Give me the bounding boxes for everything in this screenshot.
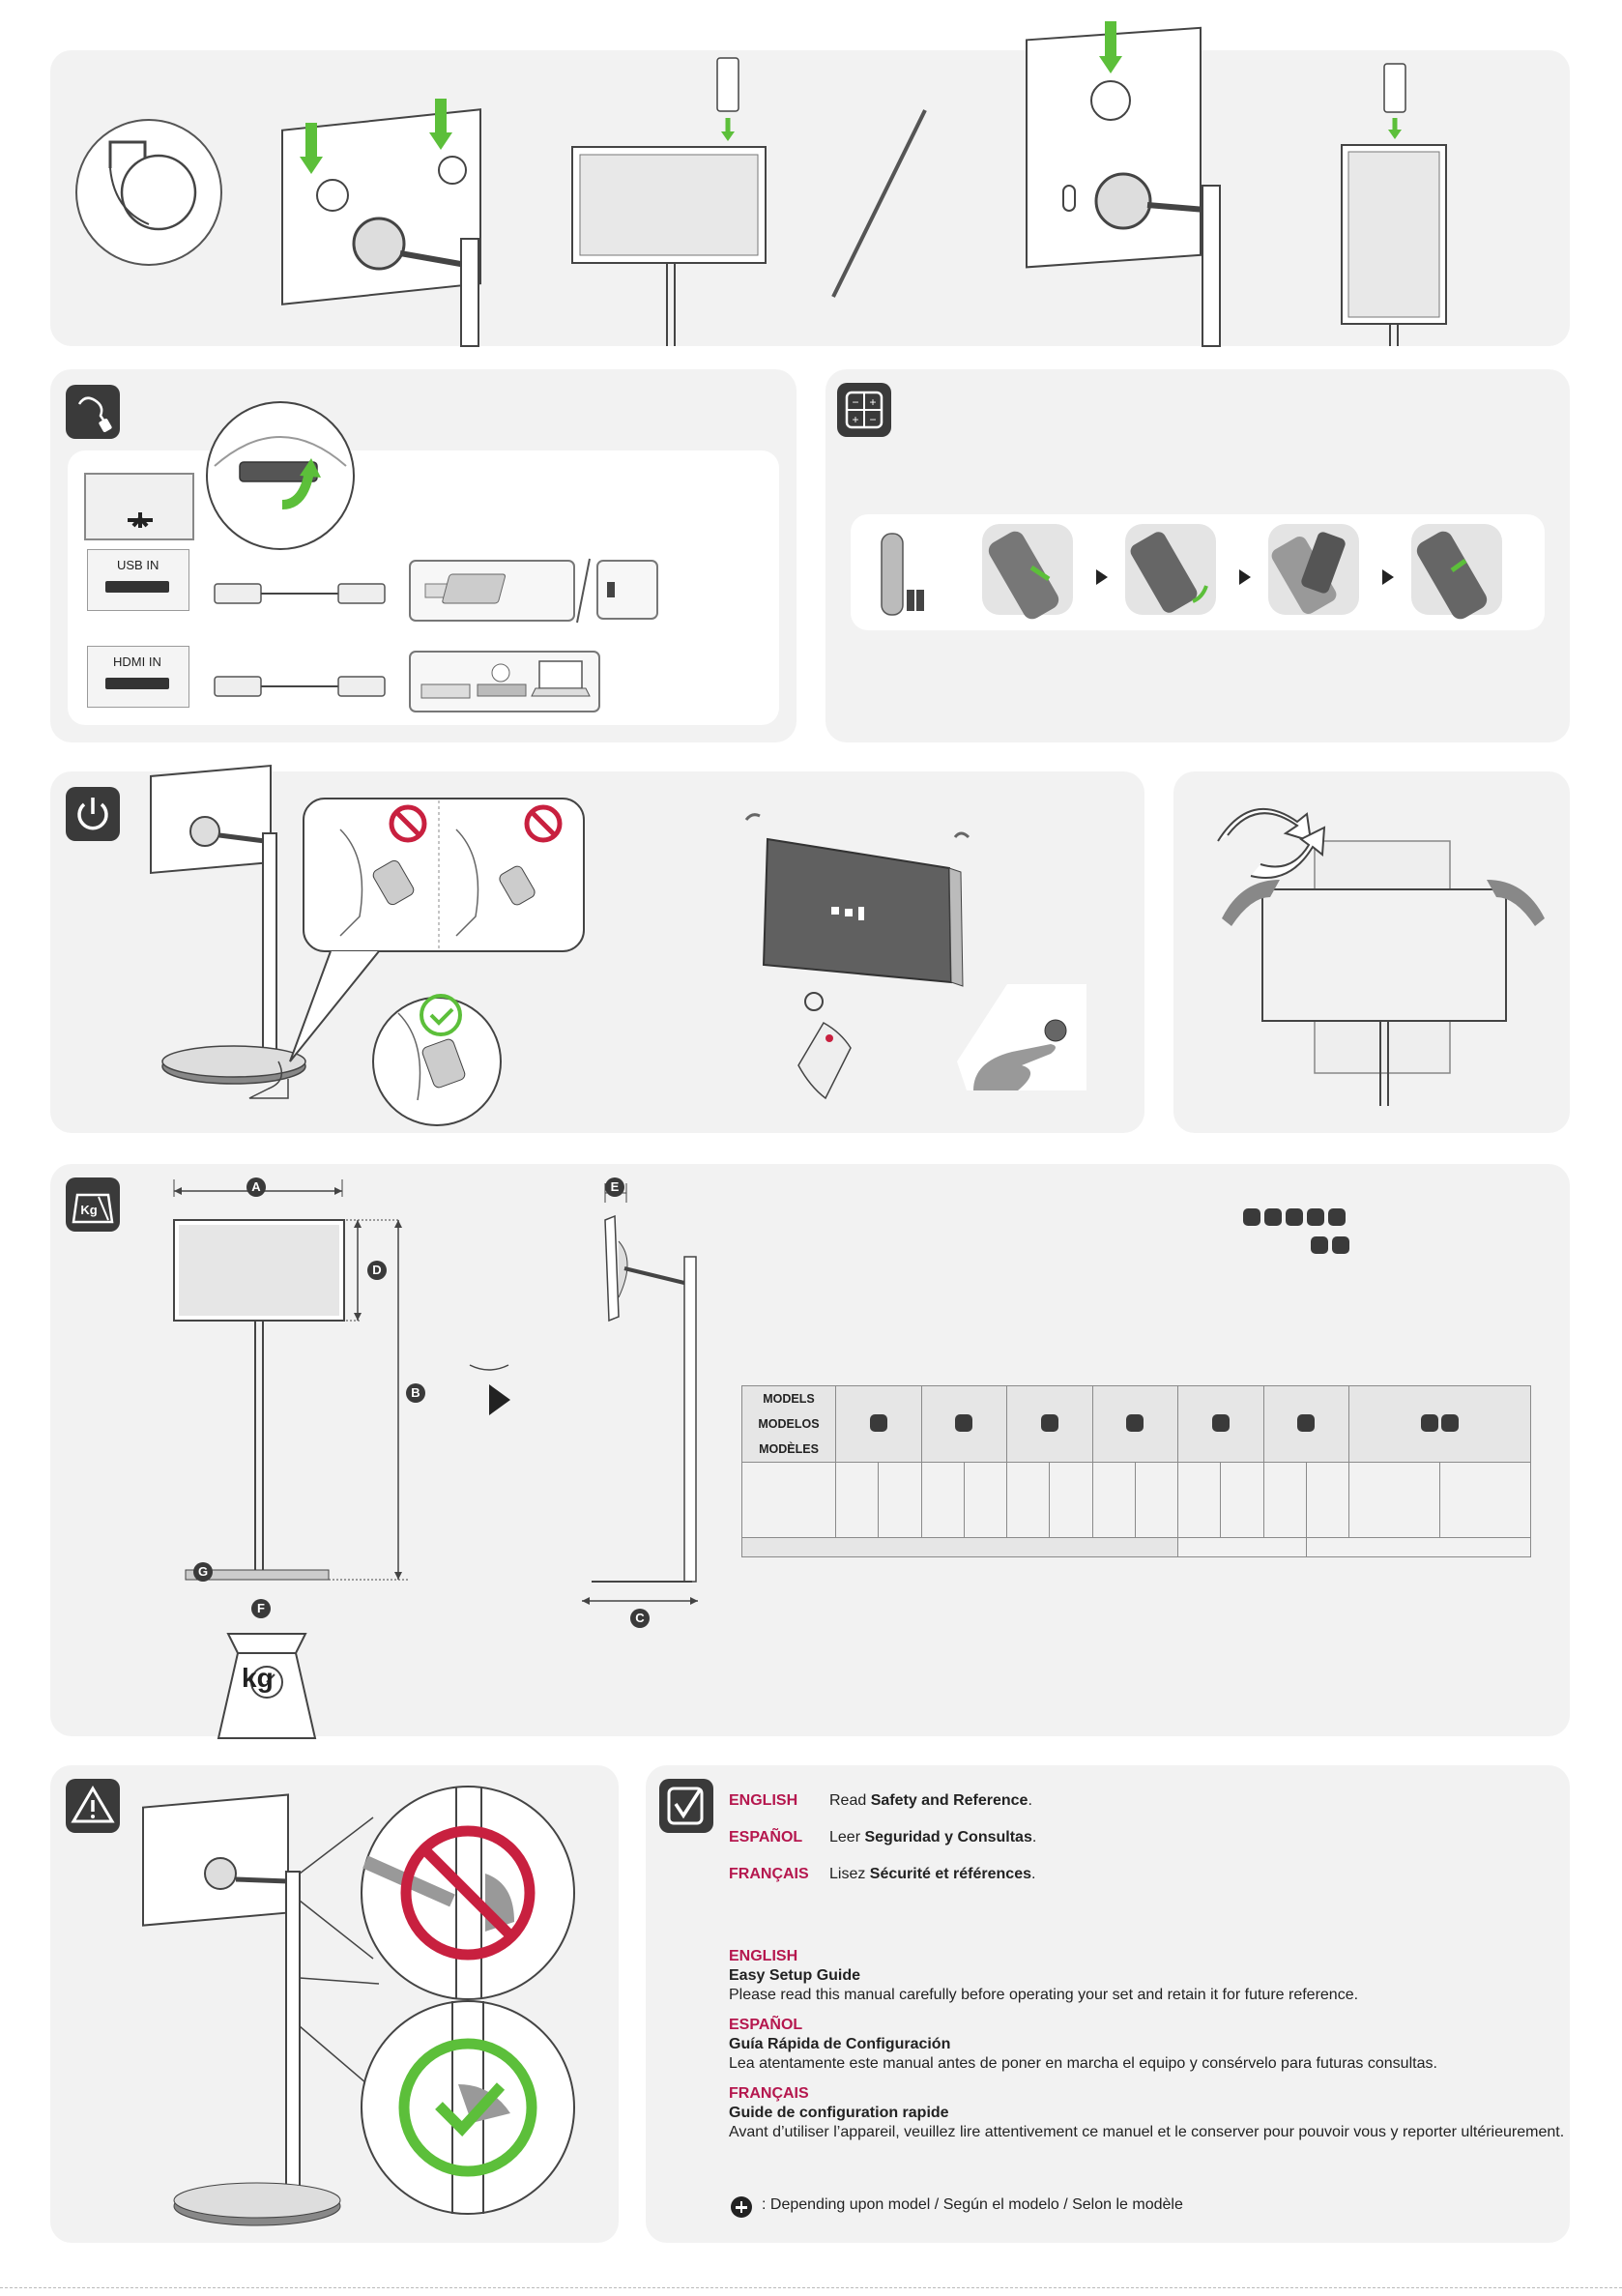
hdmi-in-port <box>87 646 189 708</box>
guide-es: ESPAÑOL Guía Rápida de Configuración Lea atentamente este manual antes de poner en marcha el equipo y consérvelo para futuras consultas. <box>729 2017 1437 2072</box>
usb-in-port <box>87 549 189 611</box>
connections-panel <box>50 369 797 742</box>
dimension-c: C <box>630 1609 650 1628</box>
svg-text:+: + <box>869 395 877 409</box>
dimension-b: B <box>406 1383 425 1403</box>
dimension-g: G <box>193 1562 213 1582</box>
guide-en: ENGLISH Easy Setup Guide Please read this manual carefully before operating your set and retain it for future reference. <box>729 1948 1359 2003</box>
read-safety-es: ESPAÑOL Leer Seguridad y Consultas. <box>729 1829 1037 1846</box>
dimension-d: D <box>367 1261 387 1280</box>
camera-attach-illustration <box>50 50 1570 346</box>
footnote: : Depending upon model / Según el modelo / Selon le modèle <box>762 2196 1183 2213</box>
warning-panel <box>50 1765 619 2243</box>
checklist-icon <box>659 1779 713 1833</box>
guide-fr: FRANÇAIS Guide de configuration rapide Avant d’utiliser l’appareil, veuillez lire attentivement ce manuel et le conserver pour pouvoir vous y reporter ultérieurement. <box>729 2085 1565 2140</box>
usb-in-label: USB IN <box>117 558 159 572</box>
read-safety-en: ENGLISH Read Safety and Reference. <box>729 1792 1032 1809</box>
model-code-blocks <box>1243 1208 1359 1259</box>
battery-panel <box>825 369 1570 742</box>
models-table <box>741 1385 1531 1557</box>
info-panel <box>646 1765 1570 2243</box>
warning-illustration <box>50 1765 619 2243</box>
dimension-e: E <box>605 1177 624 1197</box>
models-header: MODELS MODELOS MODÈLES <box>742 1386 836 1463</box>
read-safety-fr: FRANÇAIS Lisez Sécurité et références. <box>729 1866 1036 1882</box>
battery-illustration <box>825 369 1570 742</box>
camera-attach-panel <box>50 50 1570 346</box>
power-illustration <box>50 771 1144 1133</box>
hdmi-in-label: HDMI IN <box>113 654 161 669</box>
scale-unit: kg <box>242 1663 274 1693</box>
bottom-border <box>0 2287 1622 2288</box>
rotation-panel <box>1173 771 1570 1133</box>
dimension-a: A <box>246 1177 266 1197</box>
svg-text:−: − <box>852 395 859 409</box>
rotation-illustration <box>1173 771 1570 1133</box>
plus-circle-icon <box>731 2196 752 2218</box>
svg-text:Kg: Kg <box>80 1203 98 1217</box>
svg-text:−: − <box>869 413 877 426</box>
svg-text:+: + <box>852 413 859 426</box>
dimension-f: F <box>251 1599 271 1618</box>
power-panel <box>50 771 1144 1133</box>
